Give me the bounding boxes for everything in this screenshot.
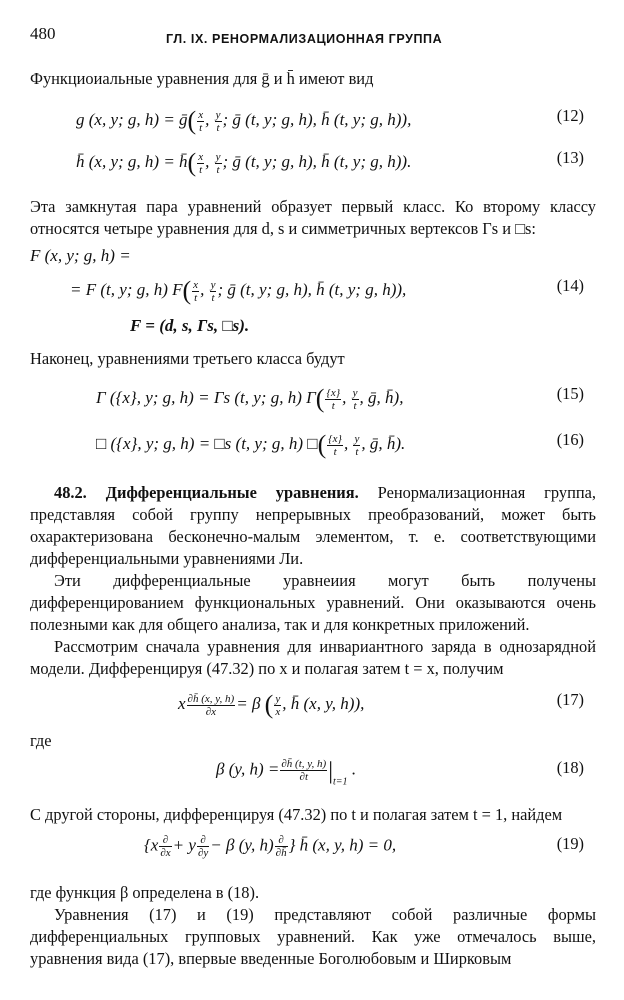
equation-14-definition (30, 316, 596, 346)
frac-x-over-t: $\frac{x}{t}$ (193, 278, 199, 304)
frac-y-over-t: $\frac{y}{t}$ (215, 150, 221, 176)
section-text: Ренормализационная группа, представляя собой группу непрерывных преобразований, может быть охарактеризована бесконечно-малым элементом, т. е. соответствующими дифференциальными уравнениями Ли. (30, 483, 596, 568)
equation-15: Γ ({x}, y; g, h) = Γs (t, y; g, h) Γ( $\frac{\{x\}}{t}$ , $\frac{y}{t}$ , ḡ, h̄), (15) (96, 384, 584, 413)
paragraph-other-side: С другой стороны, дифференцируя (47.32) по t и полагая затем t = 1, найдем (30, 805, 563, 824)
eq19-mid2: − β (y, h) (210, 835, 274, 855)
eq15-left: Γ ({x}, y; g, h) = Γs (t, y; g, h) Γ (96, 388, 316, 407)
third-class-text: Наконец, уравнениями третьего класса будут (30, 349, 345, 368)
page-header (30, 20, 596, 48)
section-heading: 48.2. Дифференциальные уравнения. (54, 483, 359, 502)
eq17-right: , h̄ (x, y, h)), (282, 694, 365, 713)
eq16-number: (16) (556, 430, 584, 449)
first-class-text: Эта замкнутая пара уравнений образует первый класс. Ко второму классу относятся четыре уравнения для d, s и симметричных вертексов Γs и □s: (30, 197, 596, 238)
book-page (30, 20, 596, 970)
page-number: 480 (30, 24, 56, 43)
eq13-number: (13) (556, 148, 584, 167)
frac-d-dx: $\frac{\partial}{\partial x}$ (160, 834, 171, 859)
eq16-left: □ ({x}, y; g, h) = □s (t, y; g, h) □ (96, 434, 318, 453)
frac-y-over-t: $\frac{y}{t}$ (354, 432, 360, 458)
eq17-number: (17) (556, 690, 584, 709)
frac-set-x-over-t: $\frac{\{x\}}{t}$ (326, 386, 341, 412)
eq18-subscript: t=1 (333, 776, 348, 788)
frac-y-over-t: $\frac{y}{t}$ (215, 108, 221, 134)
eq17-left: x (178, 694, 186, 713)
frac-dh-dx: $\frac{\partial h̄ (x, y, h)}{\partial x}$ (187, 692, 235, 718)
equation-18: β (y, h) = $\frac{\partial h̄ (t, y, h)}{\partial t}$ $|_{t=1}$ . (18) (216, 758, 584, 788)
eq12-left: g (x, y; g, h) = ḡ (76, 110, 188, 129)
intro-text: Функциоиальные уравнения для ḡ и h̄ имеют вид (30, 69, 374, 88)
frac-y-over-t: $\frac{y}{t}$ (352, 386, 358, 412)
paragraph-differentiation: Эти дифференциальные уравнеиия могут быть получены дифференцированием функциональных уравнений. Они оказываются очень полезными как для общего анализа, так и для конкретных приложений. (30, 571, 596, 634)
eq19-mid1: + y (172, 835, 196, 855)
equation-14-lhs (30, 246, 596, 270)
paragraph-group-equations: Уравнения (17) и (19) представляют собой различные формы дифференциальных групповых уравнений. Как уже отмечалось выше, уравнения вида (17), впервые введенные Боголюбовым и Ширковым (30, 905, 596, 968)
eq12-number: (12) (556, 106, 584, 125)
frac-d-dh: $\frac{\partial}{\partial h̄}$ (275, 834, 287, 859)
eq19-left: {x (144, 835, 159, 855)
paragraph-invariant-charge: Рассмотрим сначала уравнения для инвариантного заряда в однозарядной модели. Дифференцируя (47.32) по x и полагая затем t = x, получим (30, 637, 596, 678)
running-title: ГЛ. IX. РЕНОРМАЛИЗАЦИОННАЯ ГРУППА (166, 32, 443, 46)
eq15-number: (15) (556, 384, 584, 403)
eq19-number: (19) (556, 834, 584, 853)
equation-16: □ ({x}, y; g, h) = □s (t, y; g, h) □( $\frac{\{x\}}{t}$ , $\frac{y}{t}$ , ḡ, h̄). (16) (96, 430, 584, 459)
frac-d-dy: $\frac{\partial}{\partial y}$ (197, 834, 209, 859)
eq14-number: (14) (556, 276, 584, 295)
eq16-right: , ḡ, h̄). (361, 434, 406, 453)
eq14-right: ; ḡ (t, y; g, h), h̄ (t, y; g, h)), (217, 280, 407, 299)
frac-dh-dt: $\frac{\partial h̄ (t, y, h)}{\partial t}$ (281, 758, 327, 783)
eq18-left: β (y, h) = (216, 759, 280, 779)
eq14-definition: F = (d, s, Γs, □s). (130, 316, 250, 335)
equation-14: = F (t, y; g, h) F( $\frac{x}{t}$ , $\frac{y}{t}$ ; ḡ (t, y; g, h), h̄ (t, y; g, h)), (14) (70, 276, 584, 305)
frac-x-over-t: $\frac{x}{t}$ (198, 150, 204, 176)
eq12-right: ; ḡ (t, y; g, h), h̄ (t, y; g, h)), (222, 110, 412, 129)
frac-x-over-t: $\frac{x}{t}$ (198, 108, 204, 134)
frac-set-x-over-t: $\frac{\{x\}}{t}$ (328, 432, 342, 458)
equation-13: h̄ (x, y; g, h) = h̄( $\frac{x}{t}$ , $\frac{y}{t}$ ; ḡ (t, y; g, h), h̄ (t, y; g, h)). (13) (76, 148, 584, 177)
paragraph-beta-defined: где функция β определена в (18). (30, 883, 260, 902)
eq18-number: (18) (556, 758, 584, 777)
eq13-right: ; ḡ (t, y; g, h), h̄ (t, y; g, h)). (222, 152, 412, 171)
eq17-mid: = β (236, 694, 261, 713)
section-48-2 (30, 482, 596, 570)
equation-12: g (x, y; g, h) = ḡ( $\frac{x}{t}$ , $\frac{y}{t}$ ; ḡ (t, y; g, h), h̄ (t, y; g, h)), (12) (76, 106, 584, 135)
equation-19 (30, 834, 596, 878)
eq14-left: = F (t, y; g, h) F (70, 280, 183, 299)
eq19-right: } h̄ (x, y, h) = 0, (288, 835, 397, 855)
where-text: где (30, 731, 52, 750)
eq13-left: h̄ (x, y; g, h) = h̄ (76, 152, 188, 171)
eq15-right: , ḡ, h̄), (359, 388, 404, 407)
frac-y-over-t: $\frac{y}{t}$ (210, 278, 216, 304)
eq14-lhs: F (x, y; g, h) = (30, 246, 131, 265)
equation-17: x $\frac{\partial h̄ (x, y, h)}{\partial x}$ = β ( $\frac{y}{x}$ , h̄ (x, y, h)), (17) (178, 690, 584, 719)
frac-y-over-x: $\frac{y}{x}$ (275, 692, 281, 718)
